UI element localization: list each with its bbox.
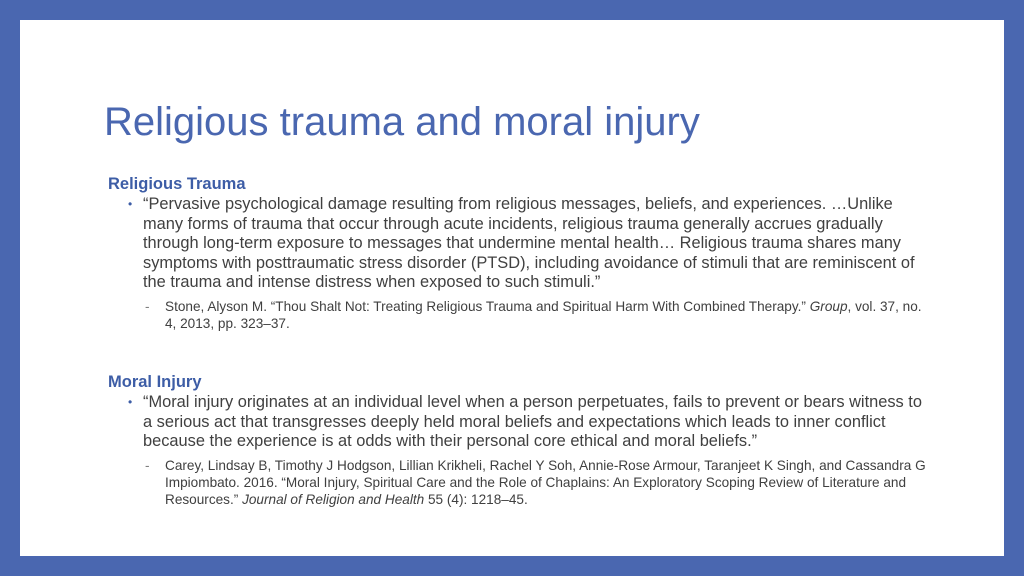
moral-injury-citation <box>108 457 928 508</box>
religious-trauma-citation <box>108 298 928 332</box>
bullet-icon: • <box>128 395 133 409</box>
bullet-icon: • <box>128 197 133 211</box>
citation-text-post: 55 (4): 1218–45. <box>424 491 528 507</box>
religious-trauma-heading: Religious Trauma <box>108 175 246 193</box>
citation-journal: Journal of Religion and Health <box>242 491 425 507</box>
citation-text-pre: Stone, Alyson M. “Thou Shalt Not: Treating Religious Trauma and Spiritual Harm With Combined Therapy.” <box>165 298 810 314</box>
moral-injury-quote: “Moral injury originates at an individual level when a person perpetuates, fails to prevent or bears witness to a serious act that transgresses deeply held moral beliefs and expectations which leads to inner conflict because the experience is at odds with their personal core ethical and moral beliefs.” <box>143 393 922 451</box>
citation-journal: Group <box>809 298 848 314</box>
slide-title: Religious trauma and moral injury <box>104 100 700 144</box>
moral-injury-bullet <box>108 393 928 452</box>
religious-trauma-bullet <box>108 195 928 293</box>
moral-injury-heading: Moral Injury <box>108 373 202 391</box>
dash-icon: - <box>145 298 150 314</box>
religious-trauma-quote: “Pervasive psychological damage resulting from religious messages, beliefs, and experiences. …Unlike many forms of trauma that occur through acute incidents, religious trauma generally accrues gradually through long-term exposure to messages that undermine mental health… Religious trauma shares many symptoms with posttraumatic stress disorder (PTSD), including avoidance of stimuli that are reminiscent of the trauma and intense distress when exposed to such stimuli.” <box>143 195 915 292</box>
slide <box>20 20 1004 556</box>
dash-icon: - <box>145 457 150 473</box>
citation-text-pre: Carey, Lindsay B, Timothy J Hodgson, Lillian Krikheli, Rachel Y Soh, Annie-Rose Armour, Taranjeet K Singh, and Cassandra G Impiombato. 2016. “Moral Injury, Spiritual Care and the Role of Chaplains: An Exploratory Scoping Review of Literature and Resources.” <box>165 457 926 507</box>
citation-text-post: , vol. 37, no. 4, 2013, pp. 323–37. <box>165 298 922 331</box>
moral-injury-section <box>108 372 928 508</box>
religious-trauma-section <box>108 174 928 332</box>
